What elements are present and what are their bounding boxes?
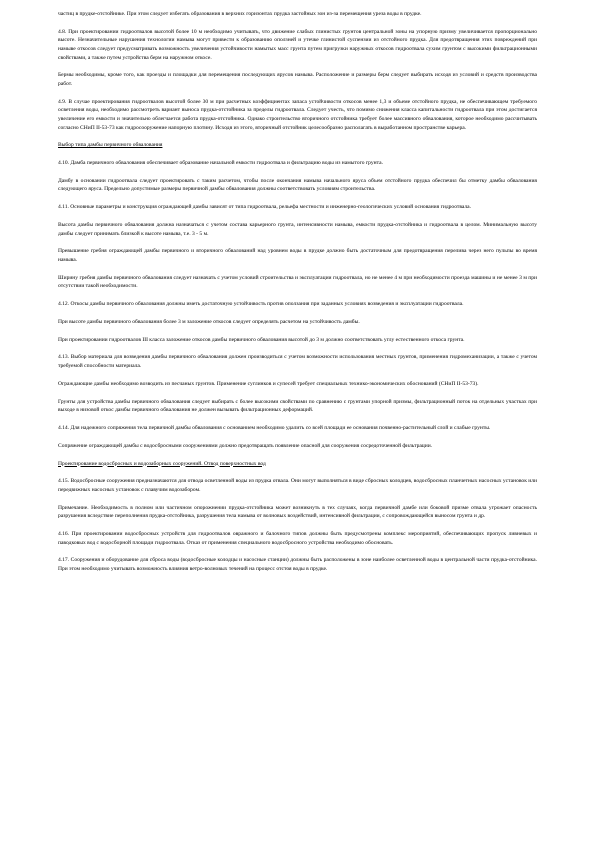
body-paragraph: Превышение гребня ограждающей дамбы первичного и вторичного обвалований над уровнем воды в прудке должно быть достаточным для предотвращения перелива через него пульпы во время намыва. <box>58 248 537 263</box>
body-paragraph: 4.15. Водосбросные сооружения предназначаются для отвода осветленной воды из прудка отвала. Они могут выполняться в виде сбросных колодцев, водосбросных планчетных насосных установок или передвижных насосных установок с плавучим водозабором. <box>58 478 537 493</box>
body-paragraph: частиц в прудке-отстойнике. При этом следует избегать образования в верхних горизонтах прудка застойных зон из-за перемещения уреза воды в прудке. <box>58 11 422 17</box>
section-heading: Выбор типа дамбы первичного обвалования <box>58 142 163 149</box>
body-paragraph: 4.12. Откосы дамбы первичного обвалования должны иметь достаточную устойчивость против оползания при заданных условиях возведения и эксплуатации гидроотвала. <box>58 301 464 308</box>
body-paragraph: Ширину гребня дамбы первичного обвалования следует назначать с учетом условий строительства и эксплуатации гидроотвала, но не менее 4 м при необходимости проезда машины и не менее 3 м при отсутствии такой необходимости. <box>58 274 537 290</box>
body-paragraph: При проектировании гидроотвалов III класса заложение откосов дамбы первичного обвалования высотой до 3 м должно соответствовать углу естественного откоса грунта. <box>58 336 465 343</box>
body-paragraph: Дамбу в основании гидроотвала следует проектировать с таким расчетом, чтобы после окончания намыва начального яруса объем отстойного прудка обеспечил бы отметку дамбы обвалования следующего яруса. Предельно допустимые размеры первичной дамбы обвалования должны соответствовать условиям строительства. <box>58 177 537 193</box>
body-paragraph: Бермы необходимы, кроме того, как проезды и площадки для перемещения последующих ярусов намыва. Расположение и размеры берм следует выбирать исходя из условий и средств производства работ. <box>58 72 537 87</box>
body-paragraph: 4.16. При проектировании водосбросных устройств для гидроотвалов овражного и балочного типов должны быть предусмотрены комплекс мероприятий, обеспечивающих пропуск ливневых и паводковых вод с водосборной площади гидроотвала. Отказ от применения специального водосбросного устройства необходимо обосновать. <box>58 531 537 546</box>
body-paragraph: Грунты для устройства дамбы первичного обвалования следует выбирать с более высокими свойствами по сравнению с грунтами упорной призмы, фильтрационный поток на отдельных участках при выходе в низовой откос дамбы первичного обвалования не должен вызывать фильтрационных деформаций. <box>58 398 537 414</box>
body-paragraph: 4.13. Выбор материала для возведения дамбы первичного обвалования должен производиться с учетом возможности использования местных грунтов, применения гидромеханизации, а также с учетом требуемой способности материала. <box>58 354 537 370</box>
body-paragraph: 4.9. В случае проектирования гидроотвалов высотой более 30 м при расчетных коэффициентах запаса устойчивости откосов менее 1,3 и объеме отстойного прудка, не обеспечивающем требуемого осветления воды, необходимо рассмотреть вариант выноса прудка-отстойника за пределы гидроотвала. Следует учесть, что помимо снижения класса капитальности гидроотвала при этом достигается увеличение его емкости и значительно облегчается работа прудка-отстойника. Однако строительство вторичного отстойника требует более массивного обвалования, которое необходимо рассчитывать согласно СНиП II-53-73 как гидросооружение напорную плотину. Исходя из этого, вторичный отстойник целесообразно располагать в выработанном пространстве карьера. <box>58 98 537 131</box>
body-paragraph: 4.10. Дамба первичного обвалования обеспечивает образование начальной емкости гидроотвала и фильтрацию воды из намытого грунта. <box>58 160 383 167</box>
body-paragraph: 4.17. Сооружения и оборудование для сброса воды (водосбросные колодцы и насосные станции) должны быть расположены в зоне наиболее осветленной воды в центральной части прудка-отстойника. При этом необходимо учитывать возможность влияния ветро-волновых течений на процесс отстоя воды в прудке. <box>58 557 537 573</box>
body-paragraph: При высоте дамбы первичного обвалования более 3 м заложение откосов следует определять расчетом на устойчивость дамбы. <box>58 318 360 325</box>
body-paragraph: Ограждающие дамбы необходимо возводить из песчаных грунтов. Применение суглинков и супесей требует специальных технико-экономических обоснований (СНиП II-53-73). <box>58 380 479 387</box>
body-paragraph: 4.8. При проектировании гидроотвалов высотой более 10 м необходимо учитывать, что движение слабых глинистых грунтов центральной зоны на упорную призму увеличивается пропорционально высоте. Незначительные нарушения технологии намыва могут привести к образованию оползней и утечке глинистой суспензии из отстойного прудка. Для предотвращения этих повреждений при намыве откосов следует предусматривать возможность увеличения устойчивости намытых масс грунта путем пригрузки наружных откосов гидроотвала сухим грунтом с высокими фильтрационными свойствами, а также путем устройства берм на наружном откосе. <box>58 28 537 61</box>
body-paragraph: Сопряжение ограждающей дамбы с водосбросными сооружениями должно предотвращать появление опасной для сооружения сосредоточенной фильтрации. <box>58 442 433 449</box>
section-heading: Проектирование водосбросных и водозаборных сооружений. Отвод поверхностных вод <box>58 460 266 467</box>
body-paragraph: 4.11. Основные параметры и конструкция ограждающей дамбы зависят от типа гидроотвала, рельефа местности и инженерно-геологических условий основания гидроотвала. <box>58 204 471 211</box>
body-paragraph: 4.14. Для надежного сопряжения тела первичной дамбы обвалования с основанием необходимо удалить со всей площади ее основания почвенно-растительный слой и слабые грунты. <box>58 425 491 431</box>
body-paragraph: Примечание. Необходимость в полном или частичном опорожнении прудка-отстойника может возникнуть в тех случаях, когда первичной дамбе или боковой призме отвала угрожает опасность разрушения вследствие переполнения прудка-отстойника, разрушения тела намыва от волновых воздействий, интенсивной фильтрации, с сопровождающейся выносом грунта и др. <box>58 504 537 520</box>
body-paragraph: Высота дамбы первичного обвалования должна назначаться с учетом состава карьерного грунта, интенсивности намыва, емкости прудка-отстойника и гидроотвала в целом. Минимальную высоту дамбы следует принимать близкой к высоте намыва, т.е. 3 - 5 м. <box>58 222 537 237</box>
